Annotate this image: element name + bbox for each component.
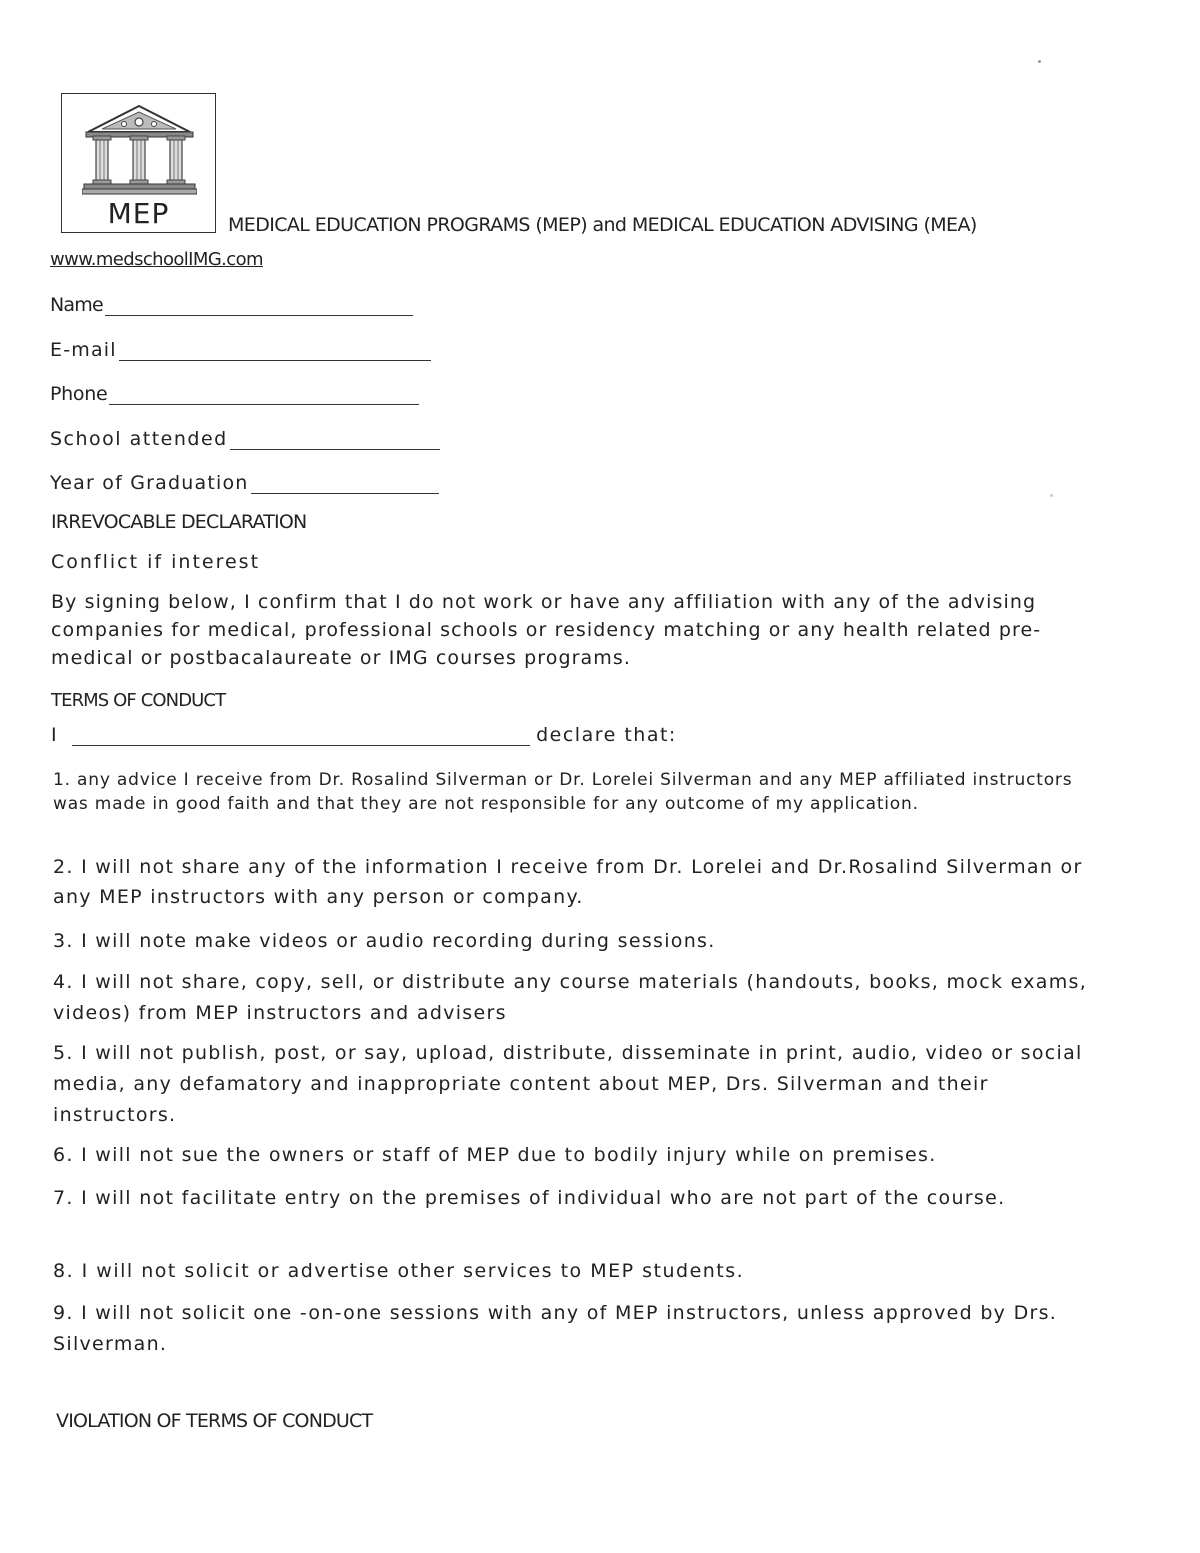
phone-label: Phone [50, 383, 108, 405]
conflict-subheading: Conflict if interest [51, 551, 261, 573]
logo-text: MEP [107, 197, 170, 230]
phone-line[interactable] [109, 386, 419, 405]
school-line[interactable] [230, 431, 440, 450]
declare-row [51, 724, 677, 746]
columns-building-icon [82, 102, 197, 197]
website-link[interactable]: www.medschoolIMG.com [50, 249, 263, 270]
term-item: 3. I will note make videos or audio recording during sessions. [53, 930, 716, 952]
email-line[interactable] [119, 342, 431, 361]
document-title: MEDICAL EDUCATION PROGRAMS (MEP) and MEDICAL EDUCATION ADVISING (MEA) [228, 214, 977, 236]
email-field[interactable] [50, 339, 431, 361]
name-line[interactable] [105, 297, 413, 316]
term-item: 5. I will not publish, post, or say, upload, distribute, disseminate in print, audio, video or social media, any defamatory and inappropriate content about MEP, Drs. Silverman and their instructors. [53, 1042, 1083, 1126]
name-field[interactable] [50, 294, 413, 316]
term-item: 9. I will not solicit one -on-one sessions with any of MEP instructors, unless approved by Drs. Silverman. [53, 1302, 1058, 1355]
scan-speck [1050, 494, 1053, 497]
declare-suffix: declare that: [536, 724, 677, 746]
school-label: School attended [50, 428, 228, 450]
term-item: 4. I will not share, copy, sell, or distribute any course materials (handouts, books, mock exams, videos) from MEP instructors and advisers [53, 971, 1088, 1024]
mep-logo [61, 93, 216, 233]
graduation-line[interactable] [251, 475, 439, 494]
email-label: E-mail [50, 339, 117, 361]
graduation-field[interactable] [50, 472, 439, 494]
scan-speck [1038, 60, 1041, 63]
term-item: 2. I will not share any of the information I receive from Dr. Lorelei and Dr.Rosalind Silverman or any MEP instructors with any person or company. [53, 856, 1083, 908]
declaration-text: By signing below, I confirm that I do not work or have any affiliation with any of the advising companies for medical, professional schools or residency matching or any health related pre-medical or postbacalaureate or IMG courses programs. [51, 591, 1042, 669]
violation-heading: VIOLATION OF TERMS OF CONDUCT [56, 1410, 373, 1432]
declaration-heading: IRREVOCABLE DECLARATION [51, 511, 307, 533]
terms-heading: TERMS OF CONDUCT [51, 690, 226, 711]
term-item: 6. I will not sue the owners or staff of MEP due to bodily injury while on premises. [53, 1144, 937, 1166]
name-label: Name [50, 294, 103, 316]
phone-field[interactable] [50, 383, 419, 405]
term-item: 8. I will not solicit or advertise other services to MEP students. [53, 1260, 745, 1282]
declare-prefix: I [51, 724, 59, 746]
declarant-name-line[interactable] [72, 725, 530, 746]
term-item: 1. any advice I receive from Dr. Rosalind Silverman or Dr. Lorelei Silverman and any MEP affiliated instructors was made in good faith and that they are not responsible for any outcome of my application. [53, 770, 1073, 814]
graduation-label: Year of Graduation [50, 472, 249, 494]
term-item: 7. I will not facilitate entry on the premises of individual who are not part of the course. [53, 1187, 1006, 1209]
school-field[interactable] [50, 428, 440, 450]
